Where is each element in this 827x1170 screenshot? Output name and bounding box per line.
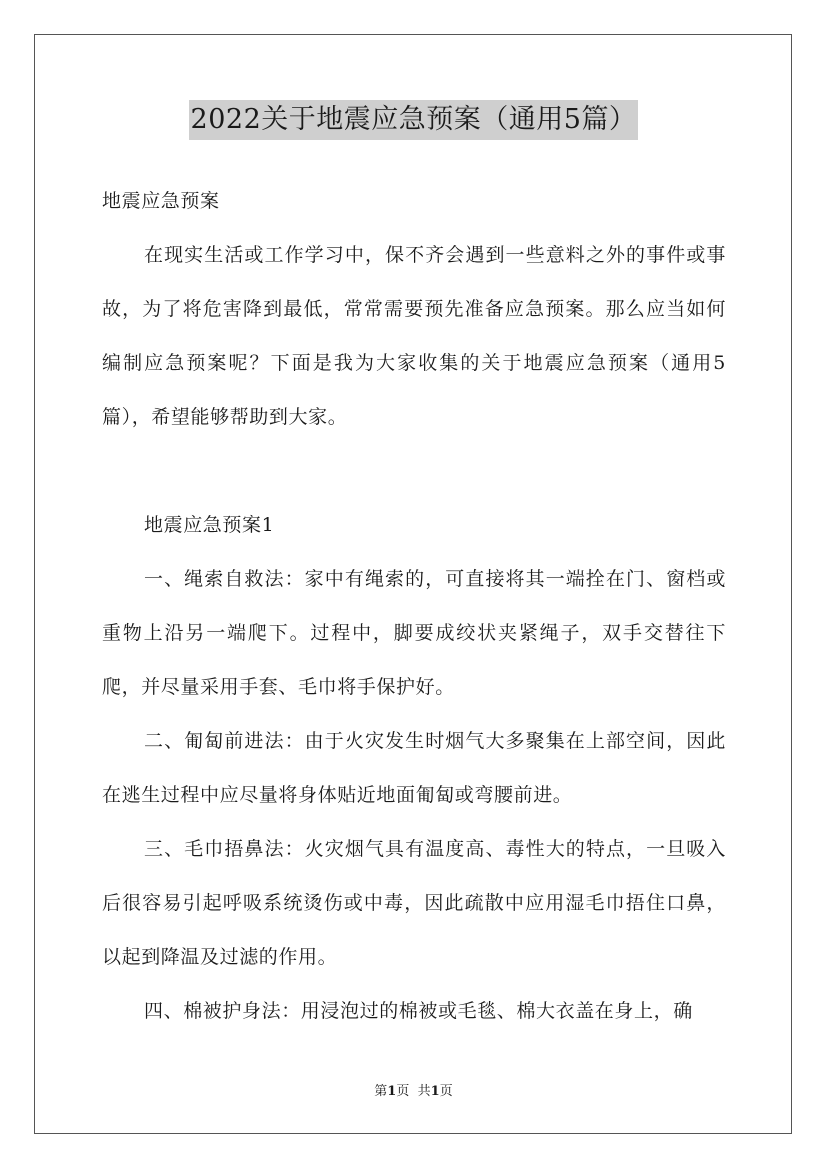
page-prefix: 第 <box>374 1084 388 1099</box>
item-paragraph-1: 一、绳索自救法：家中有绳索的，可直接将其一端拴在门、窗档或重物上沿另一端爬下。过程中，脚要成绞状夹紧绳子，双手交替往下爬，并尽量采用手套、毛巾将手保护好。 <box>102 568 726 698</box>
blank-line <box>102 444 726 498</box>
total-page-number: 1 <box>430 1084 440 1099</box>
page-suffix: 页 <box>396 1084 410 1099</box>
total-prefix: 共 <box>417 1084 431 1099</box>
document-title: 2022关于地震应急预案（通用5篇） <box>189 100 639 140</box>
section-title: 地震应急预案1 <box>144 514 275 536</box>
total-suffix: 页 <box>439 1084 453 1099</box>
page-footer <box>0 1083 827 1101</box>
title-block <box>0 100 827 140</box>
item-paragraph-4: 四、棉被护身法：用浸泡过的棉被或毛毯、棉大衣盖在身上，确 <box>144 1000 693 1022</box>
document-heading: 地震应急预案 <box>102 190 220 212</box>
item-paragraph-3: 三、毛巾捂鼻法：火灾烟气具有温度高、毒性大的特点，一旦吸入后很容易引起呼吸系统烫伤或中毒，因此疏散中应用湿毛巾捂住口鼻，以起到降温及过滤的作用。 <box>102 838 726 968</box>
document-body <box>102 174 726 1038</box>
intro-paragraph: 在现实生活或工作学习中，保不齐会遇到一些意料之外的事件或事故，为了将危害降到最低，常常需要预先准备应急预案。那么应当如何编制应急预案呢？下面是我为大家收集的关于地震应急预案（通用5篇），希望能够帮助到大家。 <box>102 244 726 428</box>
item-paragraph-2: 二、匍匐前进法：由于火灾发生时烟气大多聚集在上部空间，因此在逃生过程中应尽量将身体贴近地面匍匐或弯腰前进。 <box>102 730 726 806</box>
current-page-number: 1 <box>387 1084 397 1099</box>
